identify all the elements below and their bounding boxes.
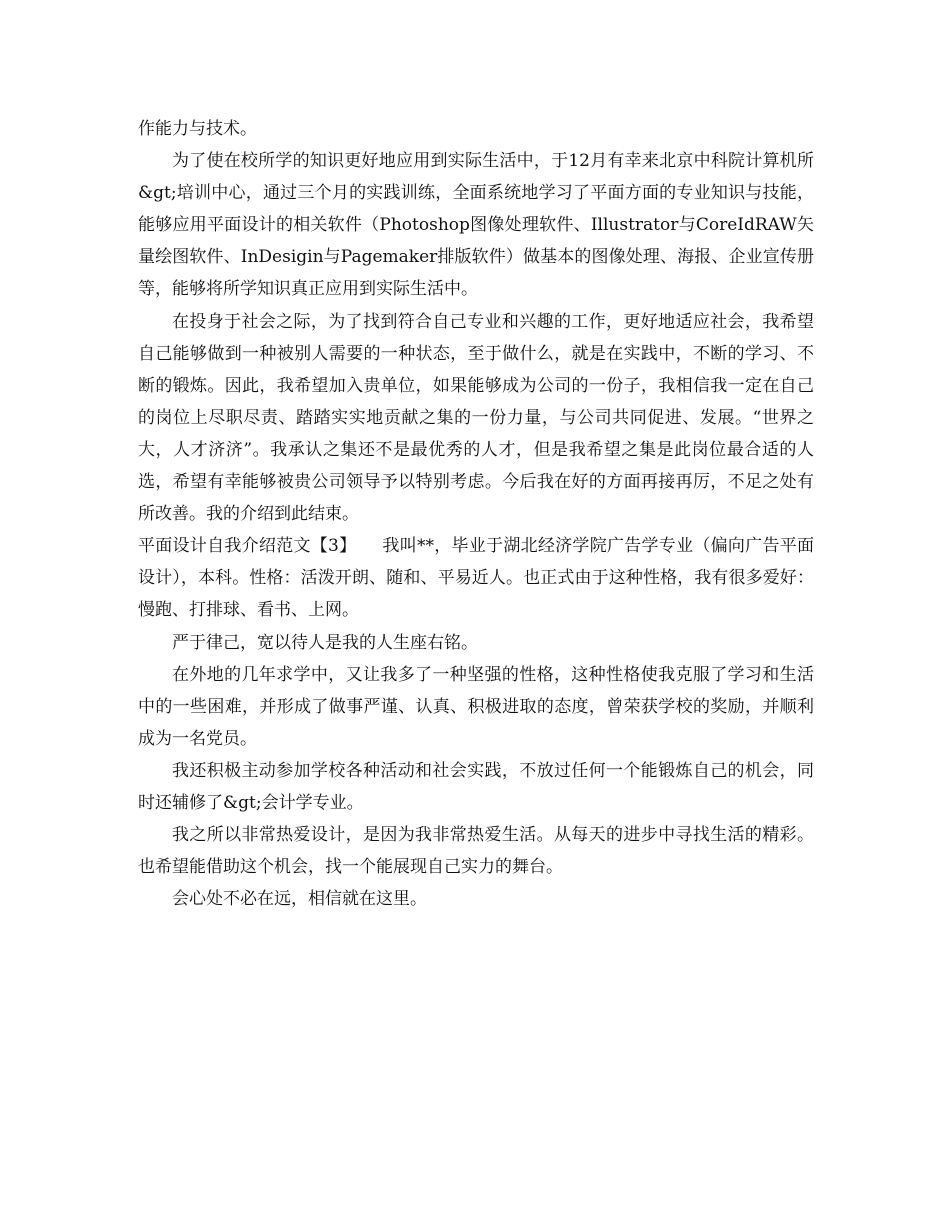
paragraph-1: 作能力与技术。 <box>138 119 257 139</box>
paragraph-2: 为了使在校所学的知识更好地应用到实际生活中，于12月有幸来北京中科院计算机所&gt;培训中心，通过三个月的实践训练，全面系统地学习了平面方面的专业知识与技能，能够应用平面设计的相关软件（Photoshop图像处理软件、Illustrator与CoreIdRAW矢量绘图软件、InDesigin与Pagemaker排版软件）做基本的图像处理、海报、企业宣传册等，能够将所学知识真正应用到实际生活中。 <box>138 151 814 300</box>
document-body <box>138 113 814 915</box>
paragraph-6: 在外地的几年求学中，又让我多了一种坚强的性格，这种性格使我克服了学习和生活中的一些困难，并形成了做事严谨、认真、积极进取的态度，曾荣获学校的奖励，并顺利成为一名党员。 <box>138 664 814 749</box>
paragraph-7: 我还积极主动参加学校各种活动和社会实践，不放过任何一个能锻炼自己的机会，同时还辅修了&gt;会计学专业。 <box>138 760 814 813</box>
paragraph-5: 严于律己，宽以待人是我的人生座右铭。 <box>172 632 478 653</box>
paragraph-4-section-heading: 平面设计自我介绍范文【3】 我叫**，毕业于湖北经济学院广告学专业（偏向广告平面设计），本科。性格：活泼开朗、随和、平易近人。也正式由于这种性格，我有很多爱好：慢跑、打排球、看书、上网。 <box>138 536 814 621</box>
paragraph-3: 在投身于社会之际，为了找到符合自己专业和兴趣的工作，更好地适应社会，我希望自己能够做到一种被别人需要的一种状态，至于做什么，就是在实践中，不断的学习、不断的锻炼。因此，我希望加入贵单位，如果能够成为公司的一份子，我相信我一定在自己的岗位上尽职尽责、踏踏实实地贡献之集的一份力量，与公司共同促进、发展。“世界之大，人才济济”。我承认之集还不是最优秀的人才，但是我希望之集是此岗位最合适的人选，希望有幸能够被贵公司领导予以特别考虑。今后我在好的方面再接再厉，不足之处有所改善。我的介绍到此结束。 <box>138 311 814 525</box>
paragraph-9: 会心处不必在远，相信就在这里。 <box>172 889 427 910</box>
paragraph-8: 我之所以非常热爱设计，是因为我非常热爱生活。从每天的进步中寻找生活的精彩。也希望能借助这个机会，找一个能展现自己实力的舞台。 <box>138 825 814 878</box>
